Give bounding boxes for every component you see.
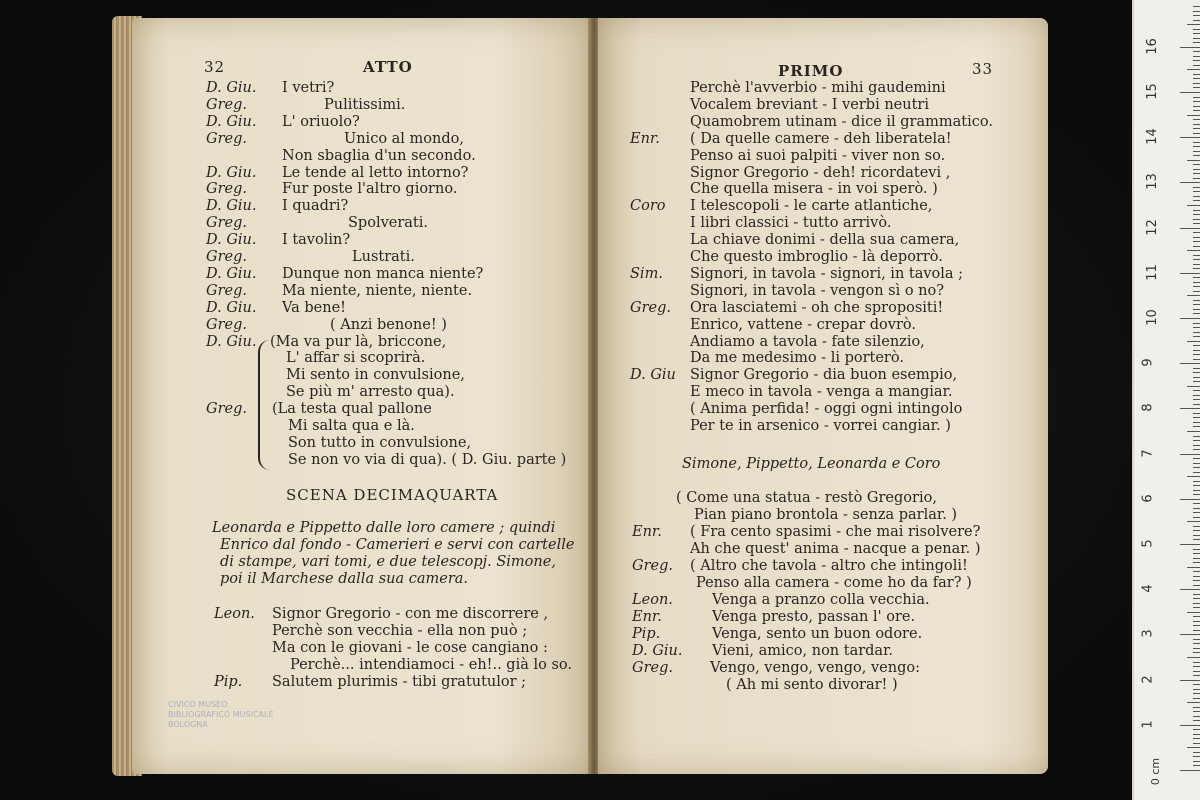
ruler-tick	[1193, 268, 1200, 269]
ruler-tick	[1193, 639, 1200, 640]
verse-line: E meco in tavola - venga a mangiar.	[690, 384, 953, 401]
ruler-tick	[1193, 449, 1200, 450]
ruler-tick	[1193, 539, 1200, 540]
ruler-tick	[1193, 304, 1200, 305]
ruler-number: 10	[1144, 309, 1160, 326]
ruler-tick	[1193, 720, 1200, 721]
ruler-tick	[1193, 83, 1200, 84]
speaker-label: Greg.	[632, 660, 673, 676]
ruler-tick	[1180, 92, 1200, 93]
verse-line: Signori, in tavola - vengon sì o no?	[690, 282, 945, 299]
verse-line: Se più m' arresto qua).	[286, 384, 455, 401]
ruler-tick	[1180, 137, 1200, 138]
ruler-tick	[1193, 729, 1200, 730]
character-list: Simone, Pippetto, Leonarda e Coro	[682, 456, 941, 472]
ruler-tick	[1193, 481, 1200, 482]
ruler-number: 9	[1140, 358, 1156, 367]
ruler-tick	[1193, 155, 1200, 156]
ruler-tick	[1193, 6, 1200, 7]
verse-line: Penso alla camera - come ho da far? )	[696, 575, 972, 591]
stage-direction-line: Leonarda e Pippetto dalle loro camere ; quindi	[212, 520, 556, 536]
speaker-label: Greg.	[206, 215, 247, 232]
ruler-tick	[1193, 503, 1200, 504]
verse-line: (Ma va pur là, briccone,	[270, 333, 447, 350]
ruler-tick	[1193, 553, 1200, 554]
ruler-tick	[1193, 512, 1200, 513]
ruler-tick	[1193, 223, 1200, 224]
ruler-tick	[1193, 42, 1200, 43]
ruler-tick	[1193, 56, 1200, 57]
verse-line: Mi sento in convulsione,	[286, 367, 465, 384]
verse-line: Andiamo a tavola - fate silenzio,	[690, 333, 925, 350]
ruler-tick	[1193, 693, 1200, 694]
ruler-tick	[1187, 521, 1200, 522]
ruler-tick	[1193, 603, 1200, 604]
ruler-tick	[1193, 133, 1200, 134]
ruler-tick	[1180, 318, 1200, 319]
ruler-number: 2	[1140, 674, 1156, 684]
ruler-tick	[1193, 576, 1200, 577]
ruler-tick	[1193, 345, 1200, 346]
ruler-tick	[1180, 634, 1200, 635]
verse-line: Quamobrem utinam - dice il grammatico.	[690, 113, 993, 130]
ruler-tick	[1193, 684, 1200, 685]
ruler-unit-label: 0 cm	[1149, 757, 1163, 786]
speaker-label: Pip.	[214, 674, 243, 690]
stage-direction-line: poi il Marchese dalla sua camera.	[220, 571, 469, 587]
ruler-tick	[1193, 517, 1200, 518]
ruler-tick	[1193, 97, 1200, 98]
ruler-tick	[1193, 494, 1200, 495]
ruler-tick	[1193, 756, 1200, 757]
speaker-label: Pip.	[632, 626, 661, 642]
speaker-label: Enr.	[632, 609, 662, 625]
ruler-tick	[1193, 282, 1200, 283]
stamp-line: CIVICO MUSEO	[168, 700, 228, 709]
ruler-tick	[1193, 662, 1200, 663]
ruler-number: 16	[1144, 38, 1160, 55]
ruler-tick	[1193, 101, 1200, 102]
speaker-label: D. Giu.	[206, 80, 257, 96]
ruler-tick	[1193, 413, 1200, 414]
ruler-tick	[1193, 60, 1200, 61]
verse-line: Signor Gregorio - con me discorrere ,	[272, 606, 549, 622]
ruler-tick	[1193, 128, 1200, 129]
speaker-label: Leon.	[632, 592, 673, 608]
ruler-tick	[1193, 323, 1200, 324]
verse-line: Ma niente, niente, niente.	[282, 282, 473, 299]
ruler-tick	[1193, 74, 1200, 75]
verse-line: Ma con le giovani - le cose cangiano :	[272, 640, 548, 656]
speaker-label: Enr.	[632, 524, 662, 540]
ruler-tick	[1180, 725, 1200, 726]
ruler-tick	[1193, 313, 1200, 314]
ruler-tick	[1180, 408, 1200, 409]
verse-line: Unico al mondo,	[344, 130, 464, 147]
ruler-tick	[1193, 607, 1200, 608]
verse-line: L' affar si scoprirà.	[286, 350, 426, 367]
verse-line: Venga, sento un buon odore.	[712, 626, 923, 642]
ruler-tick	[1193, 765, 1200, 766]
verse-line: Vieni, amico, non tardar.	[712, 643, 894, 659]
ruler-tick	[1193, 286, 1200, 287]
ruler-tick	[1193, 106, 1200, 107]
verse-line: Fur poste l'altro giorno.	[282, 181, 458, 198]
verse-line: Son tutto in convulsione,	[288, 434, 472, 451]
ruler-tick	[1193, 621, 1200, 622]
ruler-tick	[1187, 24, 1200, 25]
verse-line: ( Ah mi sento divorar! )	[726, 677, 898, 693]
ruler-tick	[1193, 178, 1200, 179]
ruler-tick	[1193, 526, 1200, 527]
ruler-tick	[1193, 110, 1200, 111]
speaker-label: Greg.	[206, 401, 247, 418]
verse-line: (La testa qual pallone	[272, 401, 432, 418]
ruler-tick	[1193, 196, 1200, 197]
ruler-tick	[1193, 38, 1200, 39]
ruler-tick	[1193, 327, 1200, 328]
verse-line: ( Come una statua - restò Gregorio,	[676, 490, 937, 506]
ruler-tick	[1193, 671, 1200, 672]
ruler-tick	[1193, 761, 1200, 762]
speaker-label: D. Giu.	[206, 164, 257, 181]
verse-line: Venga presto, passan l' ore.	[712, 609, 916, 625]
verse-line: Da me medesimo - li porterò.	[690, 350, 904, 367]
ruler-tick	[1193, 535, 1200, 536]
verse-line: Non sbaglia d'un secondo.	[282, 147, 476, 164]
speaker-label: Greg.	[206, 130, 247, 147]
ruler-tick	[1180, 770, 1200, 771]
ruler-tick	[1193, 124, 1200, 125]
ruler-tick	[1180, 363, 1200, 364]
ruler-tick	[1193, 652, 1200, 653]
ruler-tick	[1180, 680, 1200, 681]
verse-line: Signori, in tavola - signori, in tavola ;	[690, 265, 964, 282]
ruler-tick	[1193, 530, 1200, 531]
ruler-number: 15	[1144, 83, 1160, 100]
ruler-tick	[1180, 273, 1200, 274]
ruler-tick	[1193, 585, 1200, 586]
ruler-tick	[1193, 467, 1200, 468]
ruler-tick	[1193, 187, 1200, 188]
speaker-label: Greg.	[206, 181, 247, 198]
ruler-number: 11	[1144, 264, 1160, 281]
verse-line: Che quella misera - in voi sperò. )	[690, 181, 938, 198]
verse-line: I telescopoli - le carte atlantiche,	[690, 198, 933, 215]
ruler-tick	[1193, 368, 1200, 369]
ruler-tick	[1193, 630, 1200, 631]
left-page-header: ATTO	[363, 58, 413, 76]
ruler-tick	[1193, 259, 1200, 260]
verse-line: ( Da quelle camere - deh liberatela!	[690, 130, 952, 147]
ruler-tick	[1193, 372, 1200, 373]
speaker-label: Leon.	[214, 606, 255, 622]
verse-line: Ora lasciatemi - oh che spropositi!	[690, 299, 944, 316]
verse-line: I vetri?	[282, 80, 335, 96]
ruler-tick	[1193, 734, 1200, 735]
ruler-tick	[1193, 698, 1200, 699]
speaker-label: D. Giu.	[206, 333, 257, 350]
speaker-label: D. Giu	[630, 367, 676, 384]
ruler-tick	[1193, 237, 1200, 238]
verse-line: ( Anima perfida! - oggi ogni intingolo	[690, 401, 963, 418]
ruler-tick	[1193, 436, 1200, 437]
verse-line: Enrico, vattene - crepar dovrò.	[690, 316, 916, 333]
speaker-label: Greg.	[206, 96, 247, 113]
ruler-tick	[1193, 232, 1200, 233]
ruler-tick	[1193, 164, 1200, 165]
verse-line: Dunque non manca niente?	[282, 265, 484, 282]
verse-line: Va bene!	[282, 299, 347, 316]
ruler-tick	[1187, 115, 1200, 116]
ruler-tick	[1193, 666, 1200, 667]
ruler-tick	[1193, 675, 1200, 676]
ruler-tick	[1193, 200, 1200, 201]
verse-line: Le tende al letto intorno?	[282, 164, 469, 181]
measuring-ruler	[1132, 0, 1200, 800]
speaker-label: D. Giu.	[206, 198, 257, 215]
ruler-tick	[1193, 426, 1200, 427]
left-page-number: 32	[204, 58, 226, 76]
ruler-tick	[1193, 78, 1200, 79]
ruler-tick	[1193, 571, 1200, 572]
ruler-tick	[1187, 747, 1200, 748]
stage-direction-line: Enrico dal fondo - Camerieri e servi con cartelle	[220, 537, 575, 553]
ruler-tick	[1193, 169, 1200, 170]
ruler-tick	[1187, 657, 1200, 658]
ruler-tick	[1193, 87, 1200, 88]
scene-title: SCENA DECIMAQUARTA	[286, 486, 499, 504]
verse-line: Salutem plurimis - tibi gratutulor ;	[272, 674, 527, 690]
ruler-tick	[1193, 458, 1200, 459]
ruler-tick	[1187, 250, 1200, 251]
ruler-tick	[1193, 625, 1200, 626]
ruler-tick	[1187, 205, 1200, 206]
speaker-label: Greg.	[206, 249, 247, 265]
ruler-tick	[1180, 499, 1200, 500]
speaker-label: Coro	[630, 198, 666, 215]
ruler-number: 7	[1140, 448, 1156, 458]
ruler-tick	[1187, 702, 1200, 703]
ruler-tick	[1180, 228, 1200, 229]
ruler-tick	[1193, 119, 1200, 120]
ruler-tick	[1187, 160, 1200, 161]
verse-line: I quadri?	[282, 198, 349, 215]
verse-line: Vengo, vengo, vengo, vengo:	[710, 660, 920, 676]
brace-glyph	[258, 340, 270, 470]
speaker-label: D. Giu.	[206, 299, 257, 316]
ruler-tick	[1193, 33, 1200, 34]
verse-line: Signor Gregorio - deh! ricordatevi ,	[690, 164, 951, 181]
stage-direction-line: di stampe, vari tomi, e due telescopj. Simone,	[220, 554, 556, 570]
verse-line: ( Fra cento spasimi - che mai risolvere?	[690, 524, 981, 540]
ruler-tick	[1193, 463, 1200, 464]
ruler-tick	[1193, 417, 1200, 418]
ruler-tick	[1193, 598, 1200, 599]
verse-line: Perchè... intendiamoci - eh!.. già lo so.	[290, 657, 572, 673]
ruler-tick	[1193, 472, 1200, 473]
ruler-tick	[1187, 612, 1200, 613]
verse-line: Per te in arsenico - vorrei cangiar. )	[690, 418, 951, 434]
ruler-number: 6	[1140, 494, 1156, 503]
ruler-tick	[1193, 616, 1200, 617]
verse-line: Lustrati.	[352, 249, 415, 265]
speaker-label: Greg.	[630, 299, 671, 316]
verse-line: Signor Gregorio - dia buon esempio,	[690, 367, 958, 384]
ruler-tick	[1193, 354, 1200, 355]
verse-line: Perchè l'avverbio - mihi gaudemini	[690, 80, 946, 96]
verse-line: Che questo imbroglio - là deporrò.	[690, 249, 943, 265]
ruler-tick	[1193, 246, 1200, 247]
ruler-number: 5	[1140, 539, 1156, 548]
verse-line: Perchè son vecchia - ella non può ;	[272, 623, 528, 639]
ruler-tick	[1193, 146, 1200, 147]
ruler-number: 8	[1140, 403, 1156, 413]
ruler-tick	[1193, 743, 1200, 744]
verse-line: Pulitissimi.	[324, 96, 406, 113]
ruler-tick	[1193, 151, 1200, 152]
ruler-tick	[1193, 20, 1200, 21]
ruler-tick	[1193, 142, 1200, 143]
ruler-tick	[1193, 648, 1200, 649]
ruler-tick	[1193, 65, 1200, 66]
ruler-tick	[1193, 173, 1200, 174]
ruler-tick	[1193, 643, 1200, 644]
ruler-tick	[1193, 395, 1200, 396]
ruler-tick	[1187, 69, 1200, 70]
ruler-tick	[1193, 350, 1200, 351]
ruler-tick	[1193, 445, 1200, 446]
speaker-label: Greg.	[632, 558, 673, 574]
speaker-label: D. Giu.	[632, 643, 683, 659]
ruler-tick	[1180, 454, 1200, 455]
speaker-label: D. Giu.	[206, 113, 257, 130]
ruler-number: 3	[1140, 629, 1156, 639]
ruler-tick	[1193, 191, 1200, 192]
ruler-tick	[1187, 431, 1200, 432]
ruler-tick	[1193, 291, 1200, 292]
verse-line: Penso ai suoi palpiti - viver non so.	[690, 147, 946, 164]
right-page-number: 33	[972, 60, 994, 78]
verse-line: Mi salta qua e là.	[288, 418, 415, 434]
ruler-tick	[1193, 241, 1200, 242]
verse-line: ( Altro che tavola - altro che intingoli!	[690, 558, 968, 574]
ruler-tick	[1193, 508, 1200, 509]
ruler-tick	[1193, 255, 1200, 256]
verse-line: Vocalem breviant - I verbi neutri	[690, 96, 929, 113]
verse-line: Venga a pranzo colla vecchia.	[712, 592, 930, 608]
ruler-tick	[1193, 594, 1200, 595]
ruler-tick	[1193, 711, 1200, 712]
verse-line: I libri classici - tutto arrivò.	[690, 215, 892, 232]
ruler-tick	[1193, 558, 1200, 559]
ruler-number: 14	[1144, 128, 1160, 145]
ruler-tick	[1193, 549, 1200, 550]
ruler-tick	[1193, 399, 1200, 400]
ruler-number: 12	[1144, 218, 1160, 236]
stamp-line: BIBLIOGRAFICO MUSICALE	[168, 710, 274, 719]
verse-line: Ah che quest' anima - nacque a penar. )	[690, 541, 981, 557]
stamp-line: BOLOGNA	[168, 720, 208, 729]
ruler-tick	[1193, 490, 1200, 491]
ruler-tick	[1193, 377, 1200, 378]
speaker-label: Enr.	[630, 130, 660, 147]
right-page-header: PRIMO	[778, 62, 844, 80]
speaker-label: Sim.	[630, 265, 663, 282]
ruler-tick	[1187, 386, 1200, 387]
ruler-tick	[1193, 738, 1200, 739]
ruler-tick	[1193, 336, 1200, 337]
ruler-tick	[1180, 182, 1200, 183]
ruler-tick	[1193, 580, 1200, 581]
ruler-tick	[1193, 390, 1200, 391]
verse-line: L' oriuolo?	[282, 113, 360, 130]
ruler-tick	[1180, 589, 1200, 590]
ruler-tick	[1193, 485, 1200, 486]
ruler-tick	[1193, 381, 1200, 382]
speaker-label: Greg.	[206, 316, 247, 333]
verse-line: La chiave donimi - della sua camera,	[690, 232, 960, 249]
ruler-tick	[1193, 404, 1200, 405]
ruler-tick	[1187, 295, 1200, 296]
ruler-tick	[1193, 440, 1200, 441]
ruler-tick	[1187, 476, 1200, 477]
ruler-number: 1	[1140, 720, 1156, 729]
ruler-tick	[1193, 15, 1200, 16]
ruler-tick	[1193, 422, 1200, 423]
ruler-tick	[1180, 47, 1200, 48]
verse-line: Se non vo via di qua). ( D. Giu. parte )	[288, 451, 567, 468]
ruler-tick	[1193, 29, 1200, 30]
ruler-number: 4	[1140, 584, 1156, 593]
verse-line: Pian piano brontola - senza parlar. )	[694, 507, 958, 523]
ruler-tick	[1193, 689, 1200, 690]
ruler-tick	[1193, 562, 1200, 563]
speaker-label: Greg.	[206, 282, 247, 299]
ruler-tick	[1193, 332, 1200, 333]
ruler-number: 13	[1144, 173, 1160, 191]
ruler-tick	[1193, 309, 1200, 310]
ruler-tick	[1180, 544, 1200, 545]
ruler-tick	[1193, 300, 1200, 301]
ruler-tick	[1193, 716, 1200, 717]
ruler-tick	[1187, 341, 1200, 342]
ruler-tick	[1193, 707, 1200, 708]
verse-line: I tavolin?	[282, 232, 351, 249]
ruler-tick	[1193, 51, 1200, 52]
ruler-tick	[1193, 752, 1200, 753]
ruler-tick	[1193, 210, 1200, 211]
verse-line: ( Anzi benone! )	[330, 316, 447, 333]
ruler-tick	[1193, 214, 1200, 215]
ruler-tick	[1193, 219, 1200, 220]
speaker-label: D. Giu.	[206, 265, 257, 282]
verse-line: Spolverati.	[348, 215, 429, 232]
ruler-tick	[1187, 567, 1200, 568]
library-stamp	[168, 700, 286, 752]
ruler-tick	[1193, 264, 1200, 265]
ruler-tick	[1193, 277, 1200, 278]
ruler-tick	[1193, 11, 1200, 12]
speaker-label: D. Giu.	[206, 232, 257, 249]
ruler-tick	[1193, 359, 1200, 360]
